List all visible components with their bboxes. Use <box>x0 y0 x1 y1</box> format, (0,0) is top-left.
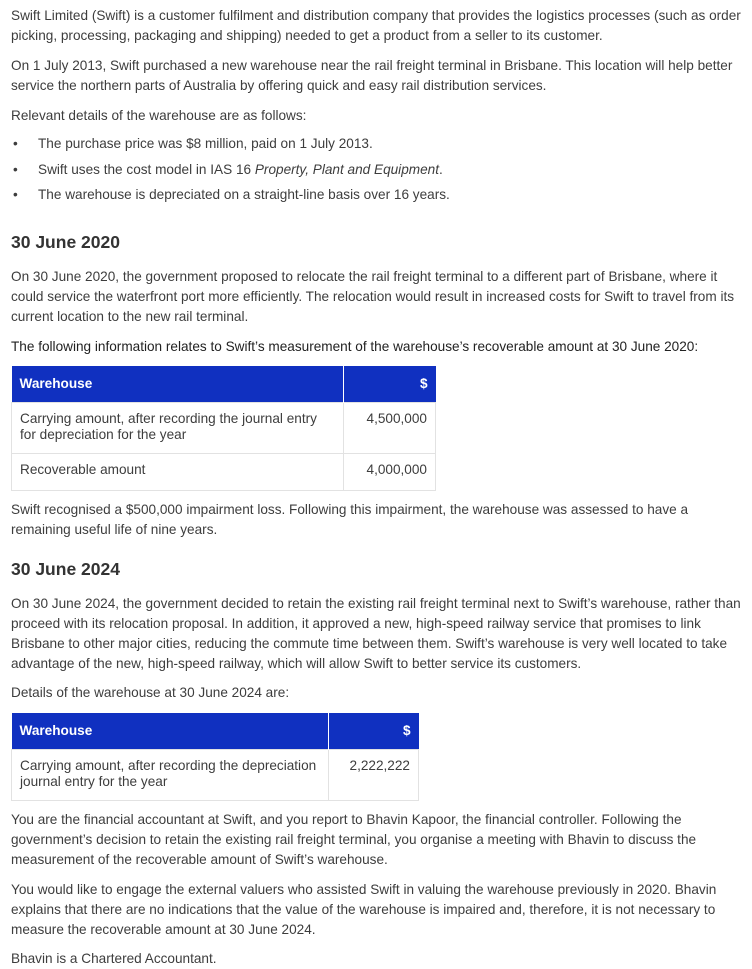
recoverable-info-paragraph: The following information relates to Swift’s measurement of the warehouse’s recoverable amount at 30 June 2020: <box>11 338 699 354</box>
bullet-marker: • <box>13 187 18 202</box>
table-header-row <box>12 366 436 403</box>
warehouse-table-2024 <box>11 713 419 801</box>
row-label: Carrying amount, after recording the depreciation journal entry for the year <box>12 749 329 800</box>
column-header-amount: $ <box>343 366 436 403</box>
table-row <box>12 453 436 490</box>
list-item <box>11 134 742 160</box>
heading-30-june-2024: 30 June 2024 <box>11 558 120 579</box>
column-header-warehouse: Warehouse <box>12 713 329 750</box>
government-2020-paragraph: On 30 June 2020, the government proposed to relocate the rail freight terminal to a different part of Brisbane, where it could service the waterfront port more efficiently. The relocation would result in increased costs for Swift to travel from its current location to the new rail terminal. <box>11 268 735 324</box>
valuers-paragraph: You would like to engage the external valuers who assisted Swift in valuing the warehouse previously in 2020. Bhavin explains that there are no indications that the value of the warehouse is impaired and, therefore, it is not necessary to measure the recoverable amount at 30 June 2024. <box>11 881 717 937</box>
standard-title: Property, Plant and Equipment <box>254 161 439 177</box>
row-label: Recoverable amount <box>12 453 344 490</box>
government-2024-paragraph: On 30 June 2024, the government decided to retain the existing rail freight terminal next to Swift’s warehouse, rather than proceed with its relocation proposal. In addition, it approved a new, high-speed railway service that promises to link Brisbane to other major cities, reducing the commute time between them. Swift’s warehouse is very well located to take advantage of the new, high-speed railway, which will allow Swift to better service its customers. <box>11 595 741 671</box>
list-item <box>11 185 742 211</box>
warehouse-table-2020 <box>11 366 436 491</box>
row-label: Carrying amount, after recording the journal entry for depreciation for the year <box>12 402 344 453</box>
bullet-text: The warehouse is depreciated on a straight-line basis over 16 years. <box>38 187 450 202</box>
table-row <box>12 749 419 800</box>
bullet-marker: • <box>13 136 18 151</box>
table-header-row <box>12 713 419 750</box>
intro-paragraph: Swift Limited (Swift) is a customer fulfilment and distribution company that provides the logistics processes (such as order picking, processing, packaging and shipping) needed to get a product from a seller to its customer. <box>11 8 741 43</box>
heading-30-june-2020: 30 June 2020 <box>11 231 120 252</box>
bullet-text: The purchase price was $8 million, paid on 1 July 2013. <box>38 136 373 151</box>
row-amount: 4,000,000 <box>343 453 436 490</box>
column-header-amount: $ <box>328 713 419 750</box>
row-amount: 2,222,222 <box>328 749 419 800</box>
bullet-text-prefix: Swift uses the cost model in IAS 16 <box>38 161 255 177</box>
table-row <box>12 402 436 453</box>
warehouse-details-list <box>11 134 742 211</box>
relevant-details-paragraph: Relevant details of the warehouse are as follows: <box>11 108 307 123</box>
accountant-role-paragraph: You are the financial accountant at Swift, and you report to Bhavin Kapoor, the financial controller. Following the government’s decision to retain the existing rail freight terminal, you organise a meeting with Bhavin to discuss the measurement of the recoverable amount of Swift’s warehouse. <box>11 811 697 867</box>
row-amount: 4,500,000 <box>343 402 436 453</box>
bullet-text-suffix: . <box>439 161 443 177</box>
chartered-accountant-paragraph: Bhavin is a Chartered Accountant. <box>11 950 217 966</box>
column-header-warehouse: Warehouse <box>12 366 344 403</box>
bullet-marker: • <box>13 161 18 177</box>
acquisition-paragraph: On 1 July 2013, Swift purchased a new warehouse near the rail freight terminal in Brisbane. This location will help better service the northern parts of Australia by offering quick and easy rail distribution services. <box>11 58 733 93</box>
impairment-paragraph: Swift recognised a $500,000 impairment loss. Following this impairment, the warehouse was assessed to have a remaining useful life of nine years. <box>11 501 689 537</box>
list-item <box>11 160 742 186</box>
details-2024-paragraph: Details of the warehouse at 30 June 2024 are: <box>11 684 290 700</box>
